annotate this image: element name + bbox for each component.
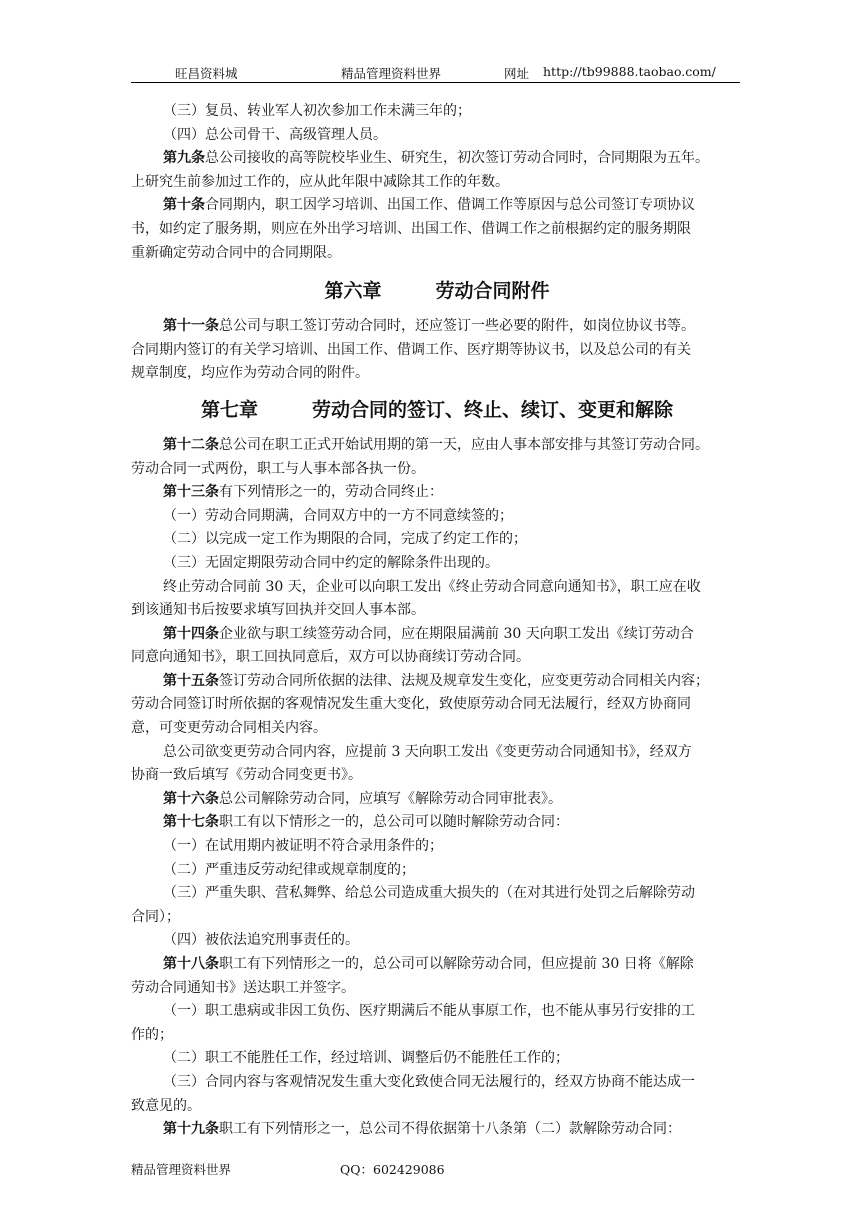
paragraph-line: 合同）； [131, 908, 180, 925]
paragraph-line: 同意向通知书》，职工回执同意后，双方可以协商续订劳动合同。 [131, 649, 530, 666]
article-label: 第十九条 [163, 1121, 219, 1138]
article-label: 第十条 [163, 197, 205, 214]
footer-left-text: 精品管理资料世界 [131, 1162, 232, 1177]
article-label: 第十八条 [163, 956, 219, 972]
page-header [131, 62, 740, 83]
list-item: （二）严重违反劳动纪律或规章制度的； [163, 861, 415, 878]
article-10: 第十条合同期内，职工因学习培训、出国工作、借调工作等原因与总公司签订专项协议 [163, 197, 695, 214]
paragraph: 总公司欲变更劳动合同内容，应提前 3 天向职工发出《变更劳动合同通知书》，经双方 [163, 743, 692, 760]
header-url-label: 网址 [504, 66, 530, 81]
list-item: （二）职工不能胜任工作，经过培训、调整后仍不能胜任工作的； [163, 1050, 569, 1067]
paragraph-line: 重新确定劳动合同中的合同期限。 [131, 244, 341, 261]
paragraph-line: 上研究生前参加过工作的，应从此年限中减除其工作的年数。 [131, 173, 509, 190]
paragraph-line: 作的； [131, 1026, 173, 1043]
header-url-link[interactable]: http://tb99888.taobao.com/ [543, 64, 716, 79]
article-label: 第十二条 [163, 436, 219, 453]
list-item: （一）劳动合同期满，合同双方中的一方不同意续签的； [163, 507, 513, 524]
article-label: 第十一条 [163, 318, 219, 335]
list-item: （二）以完成一定工作为期限的合同，完成了约定工作的； [163, 531, 527, 548]
article-18: 第十八条职工有下列情形之一的，总公司可以解除劳动合同，但应提前 30 日将《解除 [163, 956, 694, 972]
chapter-7-heading: 第七章 劳动合同的签订、终止、续订、变更和解除 [200, 398, 674, 421]
list-item: （一）职工患病或非因工负伤、医疗期满后不能从事原工作，也不能从事另行安排的工 [163, 1003, 695, 1020]
paragraph-line: 劳动合同通知书》送达职工并签字。 [131, 979, 355, 996]
header-left-text: 旺昌资料城 [175, 66, 238, 81]
list-item: （三）严重失职、营私舞弊、给总公司造成重大损失的（在对其进行处罚之后解除劳动 [163, 885, 695, 902]
document-body [131, 100, 743, 1142]
article-14: 第十四条企业欲与职工续签劳动合同，应在期限届满前 30 天向职工发出《续订劳动合 [163, 625, 694, 642]
chapter-6-heading: 第六章 劳动合同附件 [324, 280, 550, 303]
article-16: 第十六条总公司解除劳动合同，应填写《解除劳动合同审批表》。 [163, 790, 562, 807]
article-label: 第十四条 [163, 625, 219, 642]
paragraph-line: 规章制度，均应作为劳动合同的附件。 [131, 365, 369, 382]
article-13: 第十三条有下列情形之一的，劳动合同终止： [163, 484, 443, 501]
paragraph: （四）总公司骨干、高级管理人员。 [163, 126, 387, 143]
paragraph-line: 合同期内签订的有关学习培训、出国工作、借调工作、医疗期等协议书，以及总公司的有关 [131, 341, 691, 358]
paragraph-line: 劳动合同签订时所依据的客观情况发生重大变化，致使原劳动合同无法履行，经双方协商同 [131, 696, 691, 713]
list-item: （四）被依法追究刑事责任的。 [163, 932, 359, 949]
paragraph-line: 意，可变更劳动合同相关内容。 [131, 720, 327, 737]
article-11: 第十一条总公司与职工签订劳动合同时，还应签订一些必要的附件，如岗位协议书等。 [163, 318, 695, 335]
header-center-text: 精品管理资料世界 [341, 66, 442, 81]
article-label: 第十三条 [163, 484, 219, 501]
article-label: 第十六条 [163, 790, 219, 807]
list-item: （三）合同内容与客观情况发生重大变化致使合同无法履行的，经双方协商不能达成一 [163, 1073, 695, 1090]
paragraph-line: 到该通知书后按要求填写回执并交回人事本部。 [131, 602, 425, 619]
article-12: 第十二条总公司在职工正式开始试用期的第一天，应由人事本部安排与其签订劳动合同。 [163, 436, 709, 453]
article-17: 第十七条职工有以下情形之一的，总公司可以随时解除劳动合同： [163, 814, 569, 831]
paragraph: 终止劳动合同前 30 天，企业可以向职工发出《终止劳动合同意向通知书》，职工应在收 [163, 578, 701, 595]
article-label: 第九条 [163, 150, 205, 167]
paragraph: （三）复员、转业军人初次参加工作未满三年的； [163, 103, 471, 119]
list-item: （一）在试用期内被证明不符合录用条件的； [163, 838, 443, 855]
list-item: （三）无固定期限劳动合同中约定的解除条件出现的。 [163, 554, 499, 571]
article-9: 第九条总公司接收的高等院校毕业生、研究生，初次签订劳动合同时，合同期限为五年。 [163, 150, 709, 167]
footer-qq-text: QQ：602429086 [340, 1162, 445, 1177]
article-19: 第十九条职工有下列情形之一，总公司不得依据第十八条第（二）款解除劳动合同： [163, 1121, 681, 1138]
article-label: 第十五条 [163, 672, 219, 689]
paragraph-line: 协商一致后填写《劳动合同变更书》。 [131, 767, 362, 784]
article-label: 第十七条 [163, 814, 219, 831]
article-15: 第十五条签订劳动合同所依据的法律、法规及规章发生变化，应变更劳动合同相关内容； [163, 672, 709, 689]
paragraph-line: 书，如约定了服务期，则应在外出学习培训、出国工作、借调工作之前根据约定的服务期限 [131, 220, 691, 237]
paragraph-line: 劳动合同一式两份，职工与人事本部各执一份。 [131, 460, 425, 477]
paragraph-line: 致意见的。 [131, 1097, 201, 1114]
